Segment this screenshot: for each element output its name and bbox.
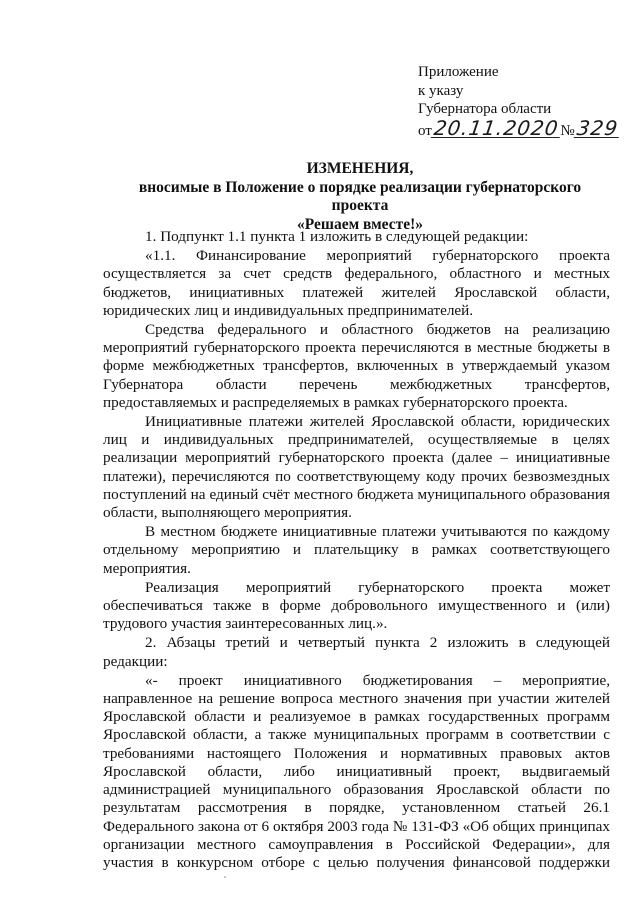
paragraph-7: 2. Абзацы третий и четвертый пункта 2 изложить в следующей редакции:: [103, 634, 610, 670]
handwritten-number: 329: [575, 115, 620, 140]
paragraph-1: 1. Подпункт 1.1 пункта 1 изложить в следующей редакции:: [145, 228, 529, 245]
appendix-label: Приложение: [418, 64, 499, 80]
number-label: №: [560, 122, 575, 139]
title-subtitle-line2: «Решаем вместе!»: [296, 215, 424, 233]
paragraph-4: Инициативные платежи жителей Ярославской области, юридических лиц и индивидуальных предпринимателей, осуществляемые в целях реализации мероприятий губернаторского проекта (далее – инициативные платежи), перечисляются по соответствующему коду прочих безвозмездных поступлений на единый счёт местного бюджета муниципального образования области, выполняющего мероприятия.: [103, 413, 610, 522]
paragraph-3: Средства федерального и областного бюджетов на реализацию мероприятий губернаторского проекта перечисляются в местные бюджеты в форме межбюджетных трансфертов, включенных в утверждаемый указом Губернатора области перечень межбюджетных трансфертов, предоставляемых и распределяемых в рамках губернаторского проекта.: [103, 321, 610, 411]
date-prefix: от: [418, 122, 432, 139]
paragraph-5: В местном бюджете инициативные платежи учитываются по каждому отдельному мероприятию и плательщику в рамках соответствующего мероприятия.: [103, 523, 610, 577]
appendix-decree-ref: к указу: [418, 82, 464, 99]
appendix-governor: Губернатора области: [418, 101, 552, 117]
document-body: [103, 228, 610, 872]
document-title: [110, 160, 610, 234]
scan-dot: [222, 874, 228, 880]
paragraph-6: Реализация мероприятий губернаторского проекта может обеспечиваться также в форме добровольного имущественного и (или) трудового участия заинтересованных лиц.».: [103, 578, 610, 633]
handwritten-date: 20.11.2020: [432, 115, 561, 140]
title-subtitle-line1: вносимые в Положение о порядке реализации губернаторского проекта: [138, 178, 582, 214]
paragraph-8: «- проект инициативного бюджетирования – мероприятие, направленное на решение вопроса местного значения при участии жителей Ярославской области и реализуемое в рамках государственных программ Ярославской области, а также муниципальных программ в соответствии с требованиями настоящего Положения и нормативных правовых актов Ярославской области, либо инициативный проект, выдвигаемый администрацией муниципального образования Ярославской области по результатам рассмотрения в порядке, установленном статьей 26.1 Федерального закона от 6 октября 2003 года № 131-ФЗ «Об общих принципах организации местного самоуправления в Российской Федерации», для участия в конкурсном отборе с целью получения финансовой поддержки: [103, 671, 610, 871]
appendix-date-number: [418, 115, 620, 141]
appendix-header: [418, 63, 620, 140]
paragraph-2: «1.1. Финансирование мероприятий губернаторского проекта осуществляется за счет средств федерального, областного и местных бюджетов, инициативных платежей жителей Ярославской области, юридических лиц и индивидуальных предпринимателей.: [103, 247, 610, 319]
title-heading: ИЗМЕНЕНИЯ,: [306, 160, 414, 177]
